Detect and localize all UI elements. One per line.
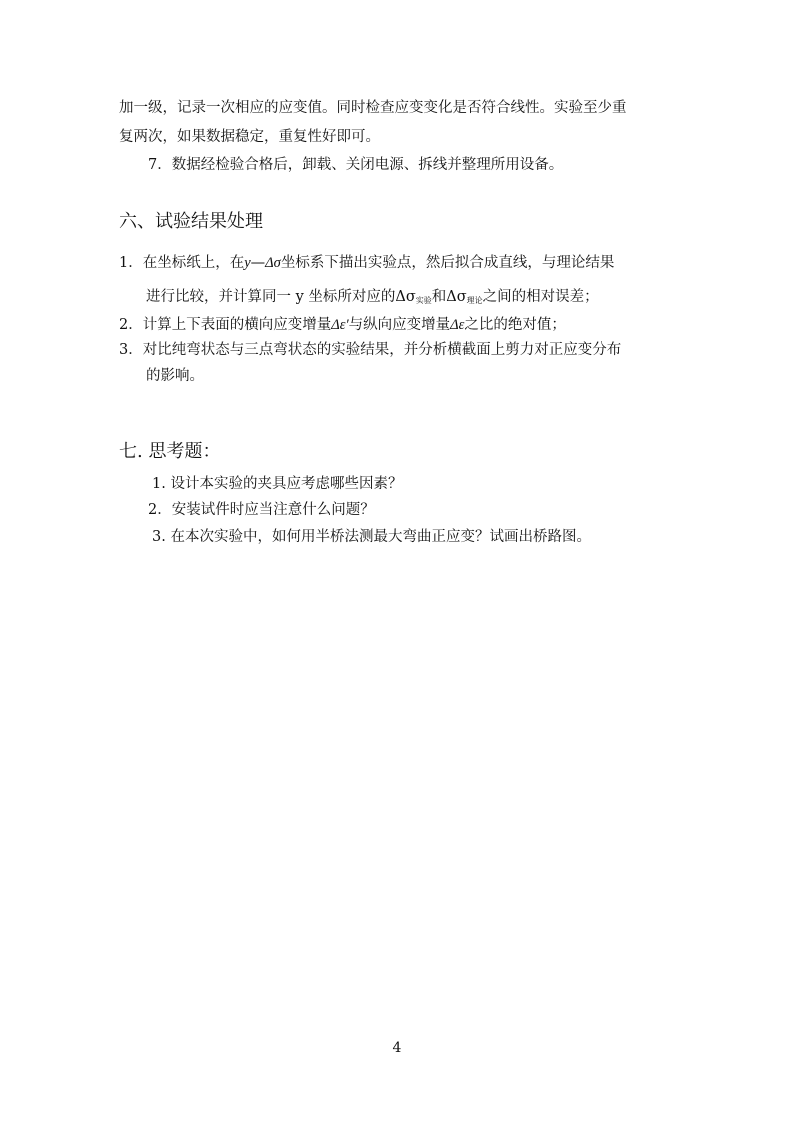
paragraph-line-1: 加一级，记录一次相应的应变值。同时检查应变变化是否符合线性。实验至少重 — [119, 100, 627, 116]
text: 坐标系下描出实验点，然后拟合成直线，与理论结果 — [280, 255, 615, 271]
result-item-1-line-2 — [146, 287, 599, 311]
text: 之比的绝对值； — [464, 317, 566, 333]
text: 在坐标纸上，在 — [142, 255, 245, 271]
subscript-experiment: 实验 — [415, 296, 432, 305]
text: 计算上下表面的横向应变增量 — [142, 317, 332, 333]
result-item-3-line-1 — [119, 340, 621, 360]
text: 进行比较，并计算同一 y 坐标所对应的 — [146, 289, 396, 305]
result-item-1-line-1 — [119, 253, 614, 273]
page-number: 4 — [392, 1040, 402, 1056]
question-3: 3. 在本次实验中，如何用半桥法测最大弯曲正应变？试画出桥路图。 — [152, 529, 591, 545]
math-delta-sigma: Δσ — [265, 255, 281, 271]
math-delta-sigma: Δσ — [395, 289, 416, 305]
math-delta-sigma: Δσ — [446, 289, 467, 305]
paragraph-line-2: 复两次，如果数据稳定，重复性好即可。 — [119, 129, 380, 145]
text: 对比纯弯状态与三点弯状态的实验结果，并分析横截面上剪力对正应变分布 — [142, 342, 622, 358]
dash: — — [250, 255, 266, 271]
math-y: y — [244, 255, 251, 271]
section-7-title: 七. 思考题： — [119, 441, 221, 462]
question-2: 2．安装试件时应当注意什么问题？ — [148, 502, 375, 518]
math-delta-epsilon-prime: Δε′ — [331, 317, 349, 333]
text: 与纵向应变增量 — [348, 317, 451, 333]
question-1: 1. 设计本实验的夹具应考虑哪些因素？ — [152, 476, 403, 492]
text: 和 — [431, 289, 447, 305]
item-number: 1． — [119, 255, 143, 271]
result-item-3-line-2: 的影响。 — [146, 368, 204, 384]
section-6-title: 六、试验结果处理 — [119, 211, 263, 232]
text: 之间的相对误差； — [482, 289, 599, 305]
math-delta-epsilon: Δε — [450, 317, 465, 333]
result-item-2 — [119, 315, 566, 335]
item-number: 3． — [119, 342, 143, 358]
step-7: 7．数据经检验合格后，卸载、关闭电源、拆线并整理所用设备。 — [148, 157, 564, 173]
item-number: 2． — [119, 317, 143, 333]
subscript-theory: 理论 — [466, 296, 483, 305]
